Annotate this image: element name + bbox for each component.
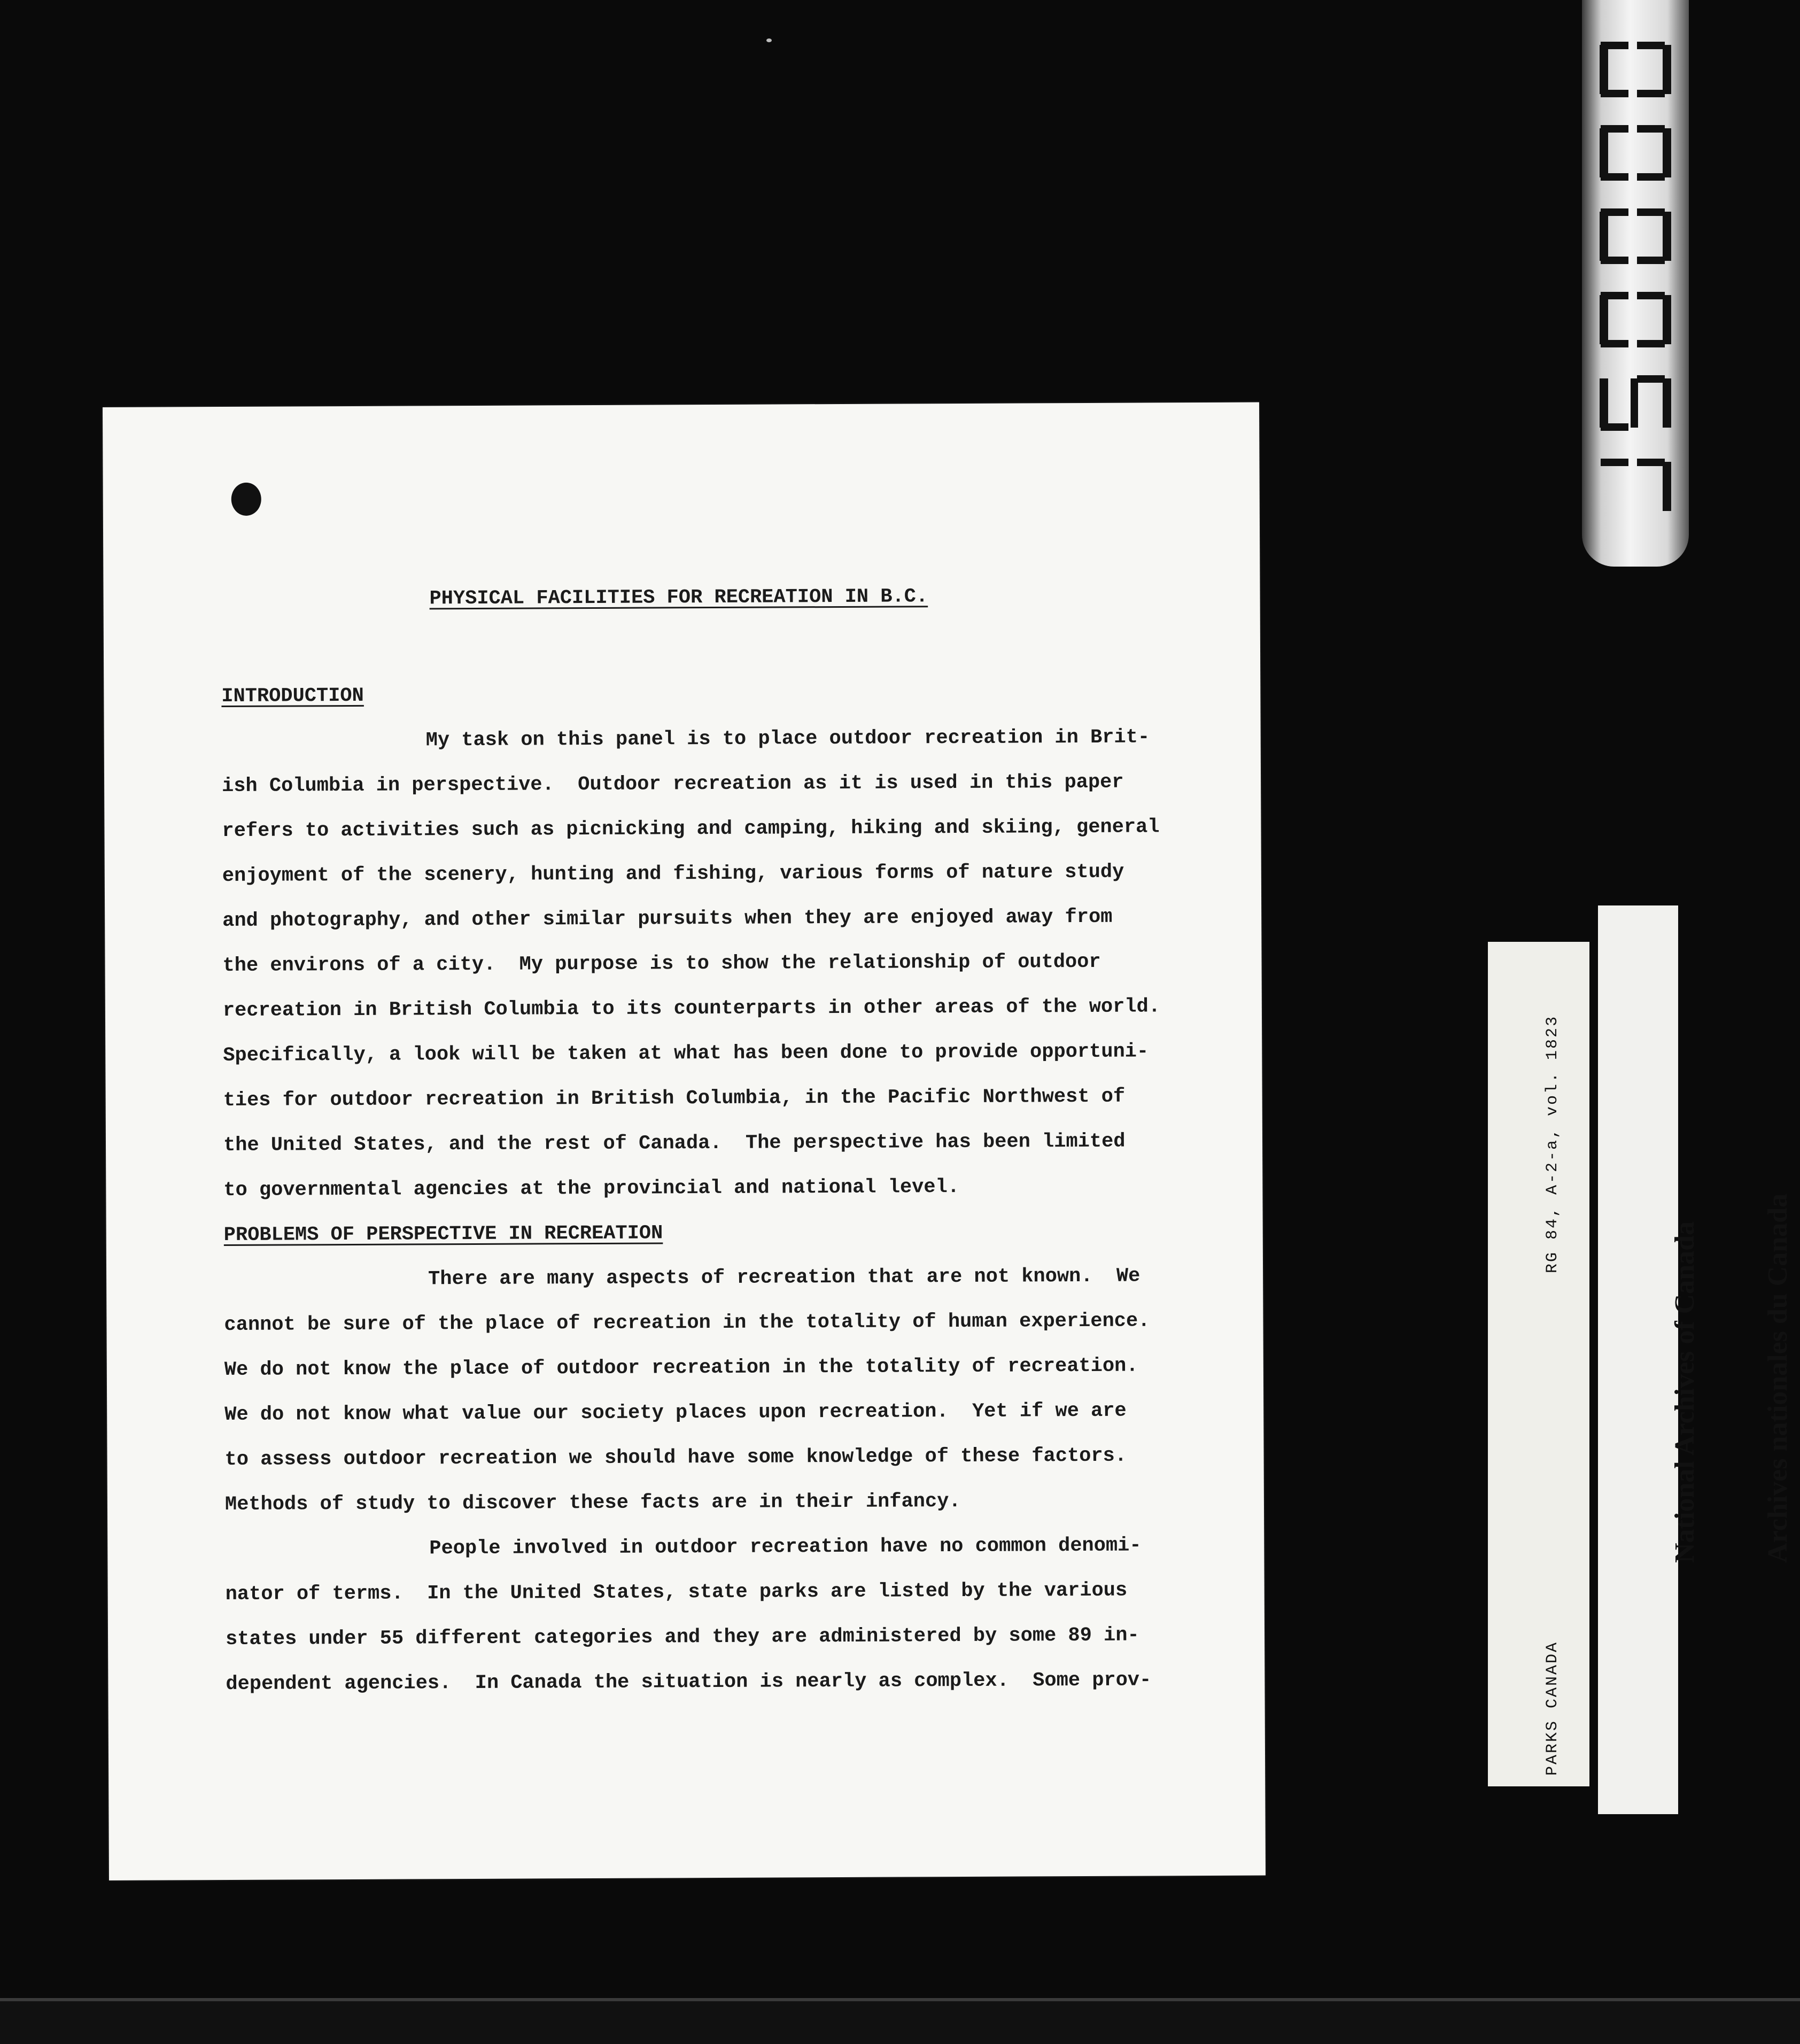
text-line: Specifically, a look will be taken at what has been done to provide opportuni- [223, 1040, 1149, 1067]
text-line: cannot be sure of the place of recreation in the totality of human experience. [224, 1310, 1150, 1337]
text-line: nator of terms. In the United States, state parks are listed by the various [225, 1579, 1128, 1606]
text-line: ish Columbia in perspective. Outdoor recreation as it is used in this paper [222, 771, 1124, 798]
text-line: to assess outdoor recreation we should have some knowledge of these factors. [224, 1444, 1127, 1472]
text-line: People involved in outdoor recreation have no common denomi- [429, 1534, 1142, 1560]
digit-segment [1663, 128, 1671, 177]
digit-segment [1601, 459, 1628, 466]
digit-segment [1637, 459, 1665, 466]
digit-segment [1663, 212, 1671, 261]
digit-segment [1663, 45, 1671, 94]
text-line: enjoyment of the scenery, hunting and fishing, various forms of nature study [222, 861, 1124, 888]
text-line: recreation in British Columbia to its counterparts in other areas of the world. [222, 995, 1161, 1023]
text-line: ties for outdoor recreation in British Columbia, in the Pacific Northwest of [223, 1085, 1126, 1112]
digit-segment [1637, 90, 1665, 97]
digit-segment [1637, 257, 1665, 264]
digit-segment [1600, 378, 1608, 428]
section-heading: PROBLEMS OF PERSPECTIVE IN RECREATION [223, 1222, 663, 1247]
frame-digit [1595, 288, 1675, 352]
digit-segment [1631, 378, 1638, 428]
digit-segment [1601, 257, 1628, 264]
text-line: to governmental agencies at the provincial and national level. [223, 1176, 960, 1202]
digit-segment [1601, 340, 1628, 347]
text-line: dependent agencies. In Canada the situation is nearly as complex. Some prov- [226, 1669, 1152, 1696]
digit-segment [1663, 378, 1671, 428]
digit-segment [1637, 340, 1665, 347]
digit-segment [1600, 295, 1608, 344]
digit-segment [1663, 295, 1671, 344]
frame-digit [1595, 371, 1675, 435]
digit-segment [1637, 125, 1665, 133]
digit-segment [1600, 212, 1608, 261]
frame-digit [1595, 454, 1675, 518]
frame-digit [1595, 37, 1675, 102]
film-edge-band [0, 2001, 1800, 2044]
frame-digit [1595, 121, 1675, 185]
digit-segment [1600, 128, 1608, 177]
document-page [103, 402, 1266, 1880]
punch-hole [231, 483, 261, 516]
text-line: Methods of study to discover these facts are in their infancy. [224, 1490, 961, 1516]
digit-segment [1637, 375, 1665, 383]
dust-speck [766, 38, 772, 42]
frame-counter [1582, 0, 1689, 567]
archives-french: Archives nationales du Canada [1763, 1193, 1793, 1563]
reference-line-1: RG 84, A-2-a, vol. 1823 [1543, 1015, 1562, 1273]
digit-segment [1663, 462, 1671, 511]
digit-segment [1601, 173, 1628, 181]
text-line: We do not know the place of outdoor recreation in the totality of recreation. [224, 1354, 1138, 1382]
national-archives-text [1608, 1194, 1800, 1563]
text-line: There are many aspects of recreation that are not known. We [428, 1265, 1140, 1291]
text-line: the United States, and the rest of Canada. The perspective has been limited [223, 1130, 1126, 1157]
document-body [221, 670, 1237, 1696]
frame-digit [1595, 204, 1675, 268]
digit-segment [1637, 42, 1665, 49]
text-line: states under 55 different categories and they are administered by some 89 in- [225, 1624, 1139, 1651]
text-line: My task on this panel is to place outdoor recreation in Brit- [425, 726, 1150, 752]
archives-english: National Archives of Canada [1670, 1221, 1700, 1563]
section-heading: INTRODUCTION [221, 684, 364, 708]
frame-counter-digits [1593, 37, 1678, 518]
document-title: PHYSICAL FACILITIES FOR RECREATION IN B.C. [429, 585, 928, 610]
digit-segment [1600, 45, 1608, 94]
text-line: refers to activities such as picnicking and camping, hiking and skiing, general [222, 816, 1160, 843]
national-archives-label [1598, 905, 1793, 1814]
digit-segment [1637, 173, 1665, 181]
digit-segment [1637, 208, 1665, 216]
text-line: We do not know what value our society places upon recreation. Yet if we are [224, 1399, 1127, 1427]
archive-reference-label [1488, 942, 1589, 1786]
text-line: the environs of a city. My purpose is to show the relationship of outdoor [222, 950, 1101, 978]
digit-segment [1601, 90, 1628, 97]
text-line: and photography, and other similar pursuits when they are enjoyed away from [222, 905, 1113, 933]
digit-segment [1637, 292, 1665, 299]
parks-line-1: PARKS CANADA [1543, 1640, 1562, 1776]
